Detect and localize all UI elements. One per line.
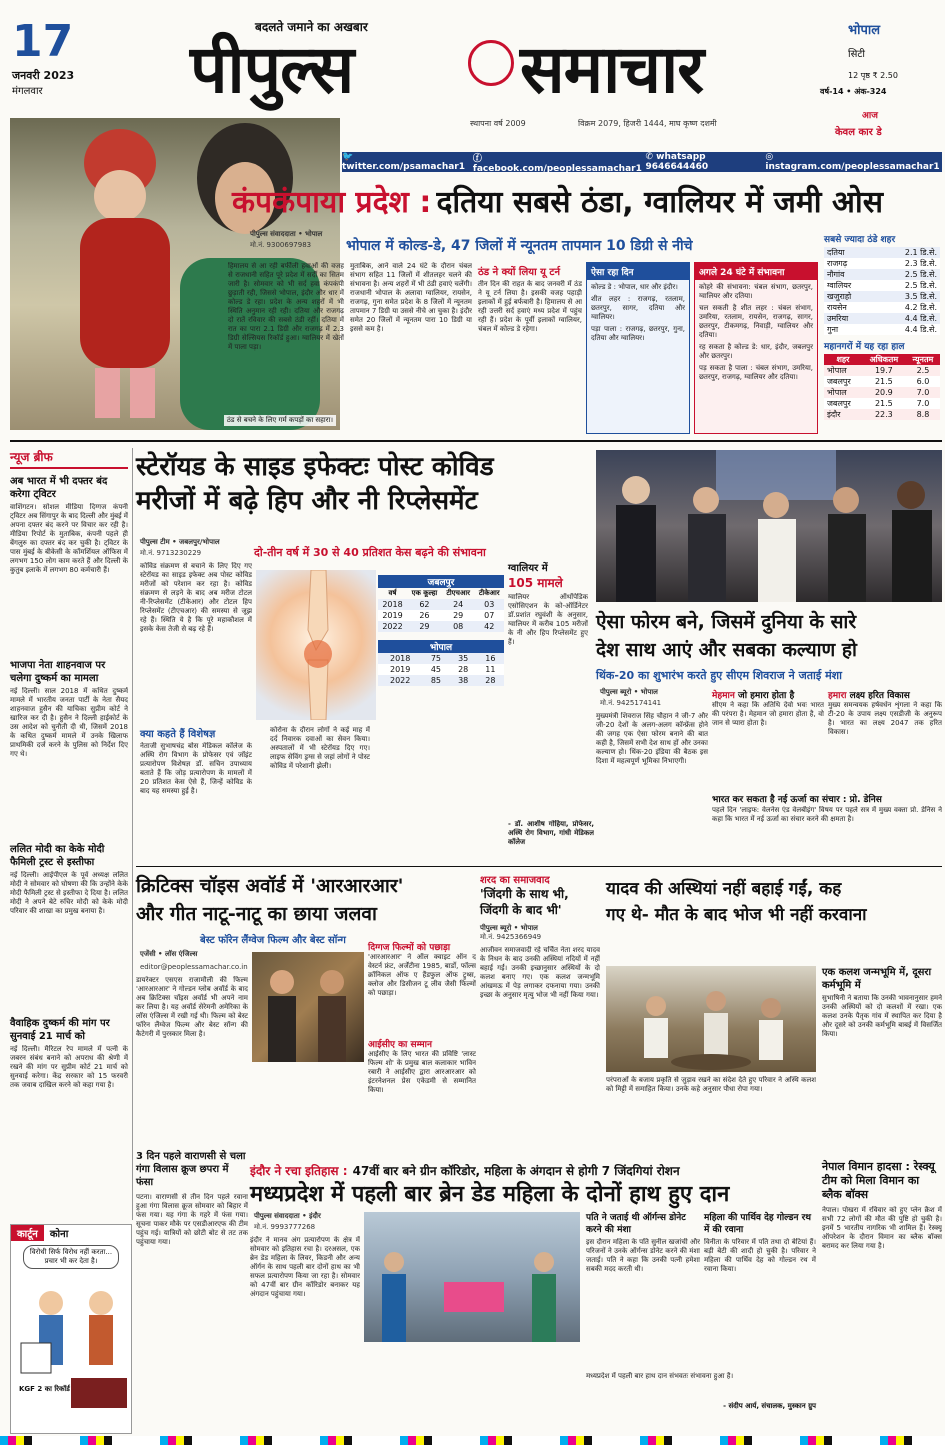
yadav-caption: परंपराओं के बजाय प्रकृति से जुड़ाव रखने का संदेश देते हुए परिवार ने अस्थि कलश को मिट्टी में समाहित किया। उनके कहे अनुसार पौधा रोपा गया। (606, 1076, 816, 1093)
metro-row (824, 376, 940, 387)
social-bar (342, 152, 942, 172)
metro-min: 2.5 (916, 366, 930, 375)
pages-price: 12 पृष्ठ ₹ 2.50 (848, 71, 898, 80)
coldest-table (824, 247, 940, 335)
metro-city: जबलपुर (827, 377, 851, 386)
rrr-side-title: दिग्गज फिल्मों को पछाड़ा (368, 943, 451, 953)
sharad-mobile: मो.नं. 9425366949 (480, 933, 542, 941)
whatsapp-link[interactable]: ✆ whatsapp 9646644460 (645, 152, 709, 172)
tagline: बदलते जमाने का अखबार (255, 20, 368, 34)
think20-headline-2: देश साथ आएं और सबका कल्याण हो (596, 639, 857, 661)
cold-city: खजुराहो (827, 292, 852, 301)
lead-mobile: मो.नं. 9300697983 (250, 241, 312, 249)
brief-title: भाजपा नेता शाहनवाज पर चलेगा दुष्कर्म का मामला (10, 660, 106, 684)
cold-city-row (824, 280, 940, 291)
steroid-headline (136, 450, 591, 518)
cold-temp: 4.4 डि.से. (904, 314, 937, 323)
cartoon-corner: कोना (49, 1229, 69, 1240)
rrr-headline-2: और गीत नाटू-नाटू का छाया जलवा (136, 903, 377, 925)
table-row (378, 599, 504, 610)
think20-box-guest (712, 688, 824, 781)
established: स्थापना वर्ष 2009 (470, 119, 526, 128)
metro-row (824, 365, 940, 376)
bhopal-table (378, 653, 504, 686)
rrr-body: डायरेक्टर एसएस राजामौली की फिल्म 'आरआरआर' ने गोल्डन ग्लोब अवॉर्ड के बाद अब क्रिटिक्स चॉइस अवॉर्ड भी अपने नाम कर लिया है। यह अवॉर्ड सेरेमनी अमेरिका के लॉस एंजिल्स में रखी गई थी। फिल्म को बेस्ट फॉरेन लैंग्वेज फिल्म और बेस्ट सॉन्ग की कैटेगरी में पुरस्कार मिला है। (136, 976, 248, 1038)
cold-city-row (824, 324, 940, 335)
think20-dennis-body: पहले दिन 'लाइफ: वेलनेस एंड वेलबीइंग' विषय पर पहले सत्र में मुख्य वक्ता प्रो. डेनिस ने कहा कि भारत में नई ऊर्जा का संचार करने की क्षमता है। (712, 806, 942, 823)
metro-city: जबलपुर (827, 399, 851, 408)
photo-illustration (252, 952, 364, 1062)
lead-box-title: ठंड ने क्यों लिया यू टर्न (478, 267, 561, 278)
table-cell: 35 (458, 654, 469, 663)
cartoon-poster: फिल्म बेशरम (75, 1417, 108, 1425)
cold-city: गुना (827, 325, 839, 334)
metro-min: 7.0 (916, 388, 930, 397)
weather-next-item: रह सकता है कोल्ड डे: धार, इंदौर, जबलपुर और छतरपुर। (699, 343, 813, 360)
col-head: वर्ष (388, 589, 397, 597)
gwalior-title: ग्वालियर में (508, 563, 548, 574)
coldest-cities (824, 232, 940, 420)
brief-body: वाशिंगटन। सोशल मीडिया दिग्गज कंपनी ट्विटर अब सिंगापुर के बाद दिल्ली और मुंबई में अपना दफ्तर बंद करने पर विचार कर रही है। मीडिया रिपोर्ट के मुताबिक, कंपनी पहले ही बेंगलुरु का दफ्तर बंद कर चुकी है। ट्विटर के पास मुंबई के बीकेसी के कॉमर्शियल ऑफिस में लगभग 150 लोग काम करते हैं और दिल्ली के कुतुब इलाके में लगभग 80 कर्मचारी हैं। (10, 503, 128, 574)
steroid-caption: कोरोना के दौरान लोगों ने कई माह में दर्द निवारक दवाओं का सेवन किया। अस्पतालों में भी स्टेरॉयड दिए गए। लाइफ सेविंग ड्रग्स से जहां लोगों ने पोस्ट कोविड में परेशानी झेली। (270, 726, 370, 770)
organ-signature: - संदीप आर्य, संचालक, मुस्कान ग्रुप (723, 1402, 816, 1410)
metro-row (824, 387, 940, 398)
guest-title: मेहमान जो हमारा होता है (712, 691, 795, 701)
rrr-headline (136, 872, 476, 928)
weather-next-box (694, 262, 818, 434)
table-cell: 03 (484, 600, 495, 609)
lead-headline (232, 180, 942, 222)
metro-head-city: शहर (836, 355, 850, 364)
steroid-mobile: मो.नं. 9713230229 (140, 549, 202, 557)
cold-city: राजगढ़ (827, 259, 848, 268)
husband-title: पति ने जताई थी ऑर्गन्स डोनेट करने की मंशा (586, 1213, 686, 1235)
think20-body: मुख्यमंत्री शिवराज सिंह चौहान ने जी-7 और जी-20 देशों के अलग-अलग कॉन्फ्रेंस होने की जगह एक ऐसा फोरम बनाने की बात कही है, जिसमें सभी देश साथ हों और उनका कल्याण हो। थिंक-20 इंडिया की बैठक इस दिशा में महत्वपूर्ण भूमिका निभाएगी। (596, 712, 708, 765)
table-cell: 38 (458, 676, 469, 685)
cold-temp: 3.5 डि.से. (904, 292, 937, 301)
lead-col-1: हिमालय से आ रही बर्फीली हवाओं की वजह से राजधानी सहित पूरे प्रदेश में सर्दी का सितम जारी है। सोमवार को भी सर्द हवा कंपकंपी छुड़ाती रही, जिससे भोपाल, इंदौर और धार में कोल्ड डे रहा। प्रदेश के अन्य शहरों में भी स्थिति अनुमान रही रही। दतिया और राजगढ़ दो रातें रविवार की सबसे ठंडी रहीं। दतिया में रात का पारा 2.1 डिग्री और राजगढ़ में 2.3 डिग्री सेल्सियस रिकॉर्ड हुआ। ग्वालियर में खेतों में पाला पड़ा। (228, 262, 344, 351)
table-row (378, 621, 504, 632)
gwalior-number: 105 मामले (508, 576, 563, 590)
organ-quote-text: मध्यप्रदेश में पहली बार हाथ दान संभवतः संभावना हुआ है। (586, 1372, 734, 1380)
table-cell: 24 (453, 600, 464, 609)
weather-today-box (586, 262, 690, 434)
rrr-headline-1: क्रिटिक्स चॉइस अवॉर्ड में 'आरआरआर' (136, 875, 404, 897)
weather-today-item: पड़ा पाला : राजगढ़, छतरपुर, गुना, दतिया और ग्वालियर। (591, 325, 685, 342)
organ-body: इंदौर ने मानव अंग प्रत्यारोपण के क्षेत्र में सोमवार को इतिहास रचा है। दरअसल, एक ब्रेन डेड महिला के लिवर, किडनी और अन्य ऑर्गन के साथ पहली बार दोनों हाथ का भी सफल प्रत्यारोपण किया जा रहा है। सोमवार को 47वीं बार ग्रीन कॉरिडोर बनाकर यह अंगदान पहुंचाया गया। (250, 1236, 360, 1298)
steroid-body-1: कोविड संक्रमण से बचाने के लिए दिए गए स्टेरॉयड का साइड इफेक्ट अब पोस्ट कोविड मरीजों को परेशान कर रहा है। कोविड संक्रमण से लड़ने के बाद अब मरीज टोटल नी-रिप्लेसमेंट (टीकेआर) और टोटल हिप रिप्लेसमेंट (टीएचआर) की समस्या से जूझ रहे हैं। स्थिति ये है कि पूरे महाकौशल में इसके केस तेजी से बढ़ रहे हैं। (140, 562, 252, 633)
rrr-side-body: 'आरआरआर' ने ऑल क्वाइट ऑन द वेस्टर्न फ्रंट, अर्जेंटीना 1985, बार्डो, फॉल्स क्रॉनिकल ऑफ ए हैंडफुल ऑफ ट्रुथ्स, क्लोज और डिसीजन टू लीव जैसी फिल्मों को पछाड़ा। (368, 953, 476, 997)
date-month: जनवरी 2023 (12, 69, 75, 82)
sharad-title: 'जिंदगी के साथ भी, जिंदगी के बाद भी' (480, 887, 569, 917)
yadav-ashes-photo (606, 966, 816, 1072)
cold-city-row (824, 269, 940, 280)
steroid-byline: पीपुल्स टीम • जबलपुर/भोपाल (140, 538, 220, 546)
brief-item (10, 843, 128, 1011)
weather-today-item: शीत लहर : राजगढ़, रतलाम, छतरपुर, सागर, दतिया और ग्वालियर। (591, 295, 685, 321)
newspaper-logo (190, 30, 810, 110)
table-row (378, 675, 504, 686)
jabalpur-label: जबलपुर (378, 575, 504, 588)
green-title: हमारा लक्ष्य हरित विकास (828, 691, 910, 701)
organ-byline: पीपुल्स संवाददाता • इंदौर (254, 1212, 321, 1220)
weekday: मंगलवार (12, 86, 43, 97)
cartoon-sign: KGF 2 का रिकॉर्ड (19, 1385, 70, 1393)
col-head: टीएचआर (446, 589, 471, 597)
edition-info (848, 20, 938, 60)
table-row (378, 610, 504, 621)
yadav-side-title: एक कलश जन्मभूमि में, दूसरा कर्मभूमि में (822, 967, 932, 991)
divider (132, 448, 133, 1220)
table-cell: 28 (485, 676, 496, 685)
steroid-quote: - डॉ. आशीष गोहिया, प्रोफेसर, अस्थि रोग विभाग, गांधी मेडिकल कॉलेज (508, 820, 594, 846)
table-cell: 62 (419, 600, 430, 609)
organ-quote (586, 1372, 816, 1411)
cartoon-speech: विरोधी सिर्फ विरोध नहीं करता... प्रचार भी कर देता है। (23, 1245, 119, 1269)
table-cell: 29 (419, 622, 430, 631)
think20-headline (596, 608, 942, 664)
think20-byline: पीपुल्स ब्यूरो • भोपाल (600, 688, 658, 696)
metro-min: 6.0 (916, 377, 930, 386)
sharad-box (480, 872, 600, 1136)
metro-min: 7.0 (916, 399, 930, 408)
volume: वर्ष-14 • अंक-324 (820, 87, 887, 96)
date-number: 17 (12, 16, 74, 67)
col-head: एक कूल्हा (411, 589, 438, 597)
instagram-icon: ◎ (765, 152, 774, 162)
yadav-side-box (822, 966, 942, 1144)
table-cell: 28 (458, 665, 469, 674)
guest-body: सीएम ने कहा कि अतिथि देवो भवः भारत की परंपरा है। मेहमान जो हमारा होता है, वो जान से प्यारा होता है। (712, 701, 824, 727)
cartoon-title: कार्टून (11, 1225, 44, 1241)
news-brief-column (10, 448, 128, 1228)
cold-temp: 2.5 डि.से. (904, 270, 937, 279)
weather-today-title: ऐसा रहा दिन (587, 263, 689, 280)
yadav-side-body: सुभाषिनी ने बताया कि उनकी भावनानुसार हमने उनकी अस्थियों को दो कलशों में रखा। एक कलश उनके पैतृक गांव में स्थापित कर दिया है और दूसरे को उनकी कर्मभूमि बाबई में विसर्जित किया। (822, 994, 942, 1038)
brief-body: नई दिल्ली। मैरिटल रेप मामले में पत्नी के जबरन संबंध बनाने को अपराध की श्रेणी में रखने की मांग पर सुप्रीम कोर्ट 21 मार्च को सुनवाई करेगा। केंद्र सरकार को 15 फरवरी तक जवाब दाखिल करने को कहा गया है। (10, 1045, 128, 1089)
lead-kicker: कंपकंपाया प्रदेश : (232, 185, 432, 220)
gwalior-box (508, 560, 588, 701)
brief-item (10, 475, 128, 653)
steroid-headline-1: स्टेरॉयड के साइड इफेक्टः पोस्ट कोविड (136, 452, 494, 482)
think20-box-dennis: भारत कर सकता है नई ऊर्जा का संचार : प्रो. डेनिस (712, 795, 882, 805)
table-cell: 45 (430, 665, 442, 674)
jabalpur-table-box (378, 575, 504, 686)
metro-city: भोपाल (827, 388, 847, 397)
cm-lamp-lighting-photo (596, 450, 942, 602)
table-cell: 11 (485, 665, 496, 674)
cold-temp: 2.5 डि.से. (904, 281, 937, 290)
brief-title: ललित मोदी का केके मोदी फैमिली ट्रस्ट से इस्तीफा (10, 844, 105, 868)
sharad-byline: पीपुल्स ब्यूरो • भोपाल (480, 924, 538, 932)
date-block (12, 16, 92, 110)
rrr-honor-title: आईसीए का सम्मान (368, 1040, 433, 1050)
cold-city-row (824, 313, 940, 324)
col-head: टीकेआर (478, 589, 500, 597)
cold-city-row (824, 302, 940, 313)
cold-city-row (824, 247, 940, 258)
print-registration-strip (0, 1436, 945, 1445)
steroid-expert-title: क्या कहते हैं विशेषज्ञ (140, 729, 216, 740)
brief-title: अब भारत में भी दफ्तर बंद करेगा ट्विटर (10, 476, 108, 500)
varanasi-story (136, 1150, 248, 1423)
table-cell: 07 (484, 611, 495, 620)
think20-headline-1: ऐसा फोरम बने, जिसमें दुनिया के सारे (596, 611, 857, 633)
table-cell: 2019 (389, 665, 411, 674)
yadav-headline-1: यादव की अस्थियां नहीं बहाई गईं, कह (606, 879, 842, 899)
cold-city: उमरिया (827, 314, 849, 323)
metro-row (824, 398, 940, 409)
whatsapp-icon: ✆ (645, 152, 657, 162)
sharad-kicker: शरद का समाजवाद (480, 875, 550, 886)
table-cell: 2019 (382, 611, 403, 620)
cartoon-box (10, 1224, 132, 1434)
table-cell: 29 (453, 611, 464, 620)
hindu-calendar: विक्रम 2079, हिजरी 1444, माघ कृष्ण दशमी (578, 119, 717, 128)
think20-mobile: मो.नं. 9425174141 (600, 699, 662, 707)
sharad-body: आजीवन समाजवादी रहे चर्चित नेता शरद यादव के निधन के बाद उनकी अस्थियां नदियों में नहीं बहाई गईं। उनकी इच्छानुसार अस्थियों के दो कलश बनाए गए। एक कलश जन्मभूमि आंखमऊ में पेड़ लगाकर दफनाया गया। उनकी इच्छा के अनुसार मृत्यु भोज भी नहीं किया गया। (480, 946, 600, 999)
twitter-link[interactable]: 🐦 twitter.com/psamachar1 (342, 152, 466, 172)
organ-mobile: मो.नं. 9993777268 (254, 1223, 316, 1231)
brief-body: नई दिल्ली। साल 2018 में कथित दुष्कर्म मामले में भारतीय जनता पार्टी के नेता सैयद शाहनवाज हुसैन की याचिका सुप्रीम कोर्ट ने खारिज कर दी है। हुसैन ने दिल्ली हाईकोर्ट के उस आदेश को चुनौती दी थी, जिसमें 2018 के कथित दुष्कर्म मामले में उनके खिलाफ प्राथमिकी दर्ज करने के पुलिस को निर्देश दिए गए थे। (10, 687, 128, 758)
steroid-sub: दो-तीन वर्ष में 30 से 40 प्रतिशत केस बढ़ने की संभावना (254, 546, 486, 559)
organ-kicker: इंदौर ने रचा इतिहास : 47वीं बार बने ग्रीन कॉरिडोर, महिला के अंगदान से होगी 7 जिंदगियां रोशन (250, 1164, 680, 1178)
brief-title: वैवाहिक दुष्कर्म की मांग पर सुनवाई 21 मार्च को (10, 1018, 110, 1042)
steroid-body-2: नेताजी सुभाषचंद्र बोस मेडिकल कॉलेज के अस्थि रोग विभाग के प्रोफेसर एवं जॉइंट प्रत्यारोपण विशेषज्ञ डॉ. सचिन उपाध्याय बताते हैं कि जोड़ प्रत्यारोपण के मामलों में 20 प्रतिशत केस ऐसे हैं, जिन्हें कोविड के बाद यह समस्या हुई है। (140, 742, 252, 795)
table-cell: 2022 (382, 622, 403, 631)
cold-temp: 2.1 डि.से. (904, 248, 937, 257)
logo-title-right: समाचार (520, 31, 704, 108)
jabalpur-table (378, 588, 504, 632)
steroid-headline-2: मरीजों में बढ़े हिप और नी रिप्लेसमेंट (136, 486, 478, 516)
table-cell: 2018 (389, 654, 411, 663)
think20-box-green (828, 688, 942, 781)
cold-city: दतिया (827, 248, 845, 257)
rrr-side-box (368, 940, 476, 1140)
nepal-story (822, 1160, 942, 1406)
metro-title: महानगरों में यह रहा हाल (824, 342, 905, 352)
organ-photo-caption (364, 1346, 580, 1416)
weather-next-item: चल सकती है शीत लहर : चंबल संभाग, उमरिया, रतलाम, रायसेन, राजगढ़, सागर, छतरपुर, टीकमगढ़, निवाड़ी, ग्वालियर और दतिया। (699, 304, 813, 339)
lead-byline: पीपुल्स संवाददाता • भोपाल (250, 230, 323, 238)
knee-illustration (256, 570, 376, 720)
table-cell: 16 (485, 654, 496, 663)
nepal-body: नेपाल। पोखरा में रविवार को हुए प्लेन क्रैश में सभी 72 लोगों की मौत की पुष्टि हो चुकी है। इनमें 5 भारतीय नागरिक भी शामिल हैं। रेस्क्यू ऑपरेशन के दौरान विमान का ब्लैक बॉक्स बरामद कर लिया गया है। (822, 1206, 942, 1250)
lead-col-2: मुताबिक, आने वाले 24 घंटे के दौरान चंबल संभाग सहित 11 जिलों में शीतलहर चलने की संभावना है। अन्य शहरों में भी ठंडी हवाएं चलेंगी। राजधानी भोपाल के अलावा ग्वालियर, रायसेन, राजगढ़, गुना समेत प्रदेश के 8 जिलों में न्यूनतम तापमान 7 डिग्री या उससे नीचे आ चुका है। इंदौर समेत 20 जिलों में न्यूनतम पारा 10 डिग्री या इससे कम है। (350, 262, 472, 333)
metro-max: 21.5 (874, 377, 893, 386)
cold-city: रायसेन (827, 303, 847, 312)
cartoon-header (11, 1225, 131, 1241)
cold-temp: 2.3 डि.से. (904, 259, 937, 268)
metro-min: 8.8 (916, 410, 930, 419)
weather-today-item: कोल्ड डे : भोपाल, धार और इंदौर। (591, 283, 678, 291)
rrr-caption (252, 1066, 364, 1136)
edition: सिटी (848, 49, 865, 60)
cold-city-row (824, 258, 940, 269)
yadav-headline-2: गए थे- मौत के बाद भोज भी नहीं करवाना (606, 905, 867, 925)
metro-table (824, 354, 940, 420)
table-row (378, 664, 504, 675)
table-row (378, 653, 504, 664)
metro-max: 21.5 (874, 399, 893, 408)
lead-subhead: भोपाल में कोल्ड-डे, 47 जिलों में न्यूनतम तापमान 10 डिग्री से नीचे (346, 238, 693, 254)
metro-city: इंदौर (827, 410, 841, 419)
weather-next-item: कोहरे की संभावना: चंबल संभाग, छतरपुर, ग्वालियर और दतिया। (699, 283, 813, 300)
lead-title: दतिया सबसे ठंडा, ग्वालियर में जमी ओस (436, 185, 883, 220)
chariot-body: विनीता के परिवार में पति तथा दो बेटियां हैं। बड़ी बेटी की शादी हो चुकी है। परिवार ने महिला की पार्थिव देह को गोल्डन रथ में रवाना किया। (704, 1238, 816, 1273)
knee-xray-graphic (256, 570, 376, 720)
table-cell: 26 (419, 611, 430, 620)
green-body: मुख्य समन्वयक हर्षवर्धन शृंगला ने कहा कि टी-20 के उपाय लक्ष्य एसडीजी के अनुरूप है। भारत का लक्ष्य 2047 तक हरित विकास। (828, 701, 942, 736)
table-cell: 2022 (389, 676, 411, 685)
rrr-email: editor@peoplessamachar.co.in (140, 963, 248, 971)
brief-item (10, 1017, 128, 1155)
photo-caption: ठंड से बचने के लिए गर्म कपड़ों का सहारा। (224, 415, 336, 426)
photo-illustration (364, 1212, 580, 1342)
organ-donation-photo (364, 1212, 580, 1342)
brief-item (10, 659, 128, 837)
lead-col-3: तीन दिन की राहत के बाद जनवरी में ठंड ने यू टर्न लिया है। इसकी वजह पहाड़ी इलाकों में हुई बर्फबारी है। हिमालय से आ रही उत्तरी सर्द हवाएं मध्य प्रदेश में पहुंच रही हैं। प्रदेश के पूर्वी इलाकों ग्वालियर, चंबल में कोल्ड डे रहेगा। (478, 280, 582, 333)
metro-max: 20.9 (874, 388, 893, 397)
think20-sub: थिंक-20 का शुभारंभ करते हुए सीएम शिवराज ने जताई मंशा (596, 669, 842, 682)
organ-box-husband (586, 1212, 700, 1358)
cold-city: नौगांव (827, 270, 845, 279)
photo-illustration (596, 450, 942, 602)
rrr-honor-body: आईसीए के लिए भारत की प्रविष्टि 'लास्ट फिल्म शो' के प्रमुख बाल कलाकार भाविन रबारी ने आईसीए द्वारा आरआरआर को इंटरनेशनल प्रेस एकेडमी से सम्मानित किया। (368, 1050, 476, 1094)
metro-city: भोपाल (827, 366, 847, 375)
table-cell: 75 (430, 654, 442, 663)
metro-row (824, 409, 940, 420)
varanasi-headline: 3 दिन पहले वाराणसी से चला गंगा विलास क्रूज छपरा में फंसा (136, 1151, 246, 1188)
table-cell: 85 (430, 676, 442, 685)
today-sub: केवल कार डे (835, 127, 882, 138)
twitter-icon: 🐦 (342, 152, 354, 162)
metro-head-max: अधिकतम (869, 355, 899, 364)
varanasi-body: पटना। वाराणसी से तीन दिन पहले रवाना हुआ गंगा विलास क्रूज सोमवार को बिहार में फंस गया। यह गंगा के गहरे में फंस गया। सूचना पाकर मौके पर एसडीआरएफ की टीम पहुंच गई। यात्रियों को छोटी बोट से तट तक पहुंचाया गया। (136, 1193, 248, 1246)
gwalior-body: ग्वालियर ऑर्थोपेडिक एसोसिएशन के को-ऑर्डिनेटर डॉ.प्रशांत रघुवंशी के अनुसार, ग्वालियर में करीब 105 मरीजों के नी और हिप रिप्लेसमेंट हुए हैं। (508, 593, 588, 646)
organ-box-chariot (704, 1212, 816, 1358)
cold-city-row (824, 291, 940, 302)
weather-next-title: अगले 24 घंटे में संभावना (695, 263, 817, 280)
today-label: आज (862, 111, 878, 121)
rule (136, 866, 942, 867)
brief-section-title: न्यूज ब्रीफ (10, 448, 128, 469)
rrr-photo (252, 952, 364, 1062)
instagram-link[interactable]: ◎ instagram.com/peoplessamachar1 (765, 152, 940, 172)
city: भोपाल (848, 23, 881, 38)
weather-next-item: पड़ सकता है पाला : चंबल संभाग, उमरिया, छतरपुर, राजगढ़, ग्वालियर और दतिया। (699, 364, 813, 381)
metro-max: 22.3 (874, 410, 893, 419)
brief-body: नई दिल्ली। आईपीएल के पूर्व अध्यक्ष ललित मोदी ने सोमवार को घोषणा की कि उन्होंने केके मोदी फैमिली ट्रस्ट से इस्तीफा दे दिया है। ललित मोदी ने अपने बेटे रुचिर मोदी को केके मोदी परिवार की शाखा का प्रमुख बनाया है। (10, 871, 128, 915)
chariot-title: महिला की पार्थिव देह गोल्डन रथ में की रवाना (704, 1213, 812, 1235)
table-cell: 42 (484, 622, 495, 631)
logo-title-left: पीपुल्स (190, 31, 354, 108)
rrr-sub: बेस्ट फॉरेन लैंग्वेज फिल्म और बेस्ट सॉन्ग (200, 935, 346, 946)
organ-headline: मध्यप्रदेश में पहली बार ब्रेन डेड महिला के दोनों हाथ हुए दान (250, 1182, 730, 1207)
pen-nib-icon (468, 40, 514, 86)
table-cell: 2018 (382, 600, 403, 609)
rrr-byline: एजेंसी • लॉस एंजिल्स (140, 950, 198, 958)
cold-temp: 4.4 डि.से. (904, 325, 937, 334)
table-cell: 08 (453, 622, 464, 631)
yadav-headline (606, 876, 942, 928)
nepal-headline: नेपाल विमान हादसा : रेस्क्यू टीम को मिला विमान का ब्लैक बॉक्स (822, 1160, 935, 1201)
photo-illustration (606, 966, 816, 1072)
rule (10, 440, 942, 442)
cold-city: ग्वालियर (827, 281, 852, 290)
metro-head-min: न्यूनतम (912, 355, 934, 364)
facebook-icon: ⓕ (472, 153, 482, 164)
metro-max: 19.7 (874, 366, 893, 375)
cold-temp: 4.2 डि.से. (904, 303, 937, 312)
facebook-link[interactable]: ⓕ facebook.com/peoplessamachar1 (472, 153, 642, 174)
husband-body: इस दौरान महिला के पति सुनील खजांची और परिजनों ने उनके ऑर्गन्स डोनेट करने की मंशा जताई। पति ने कहा कि उनकी पत्नी हमेशा सबकी मदद करती थी। (586, 1238, 700, 1273)
coldest-title: सबसे ज्यादा ठंडे शहर (824, 235, 896, 245)
bhopal-label: भोपाल (378, 640, 504, 653)
